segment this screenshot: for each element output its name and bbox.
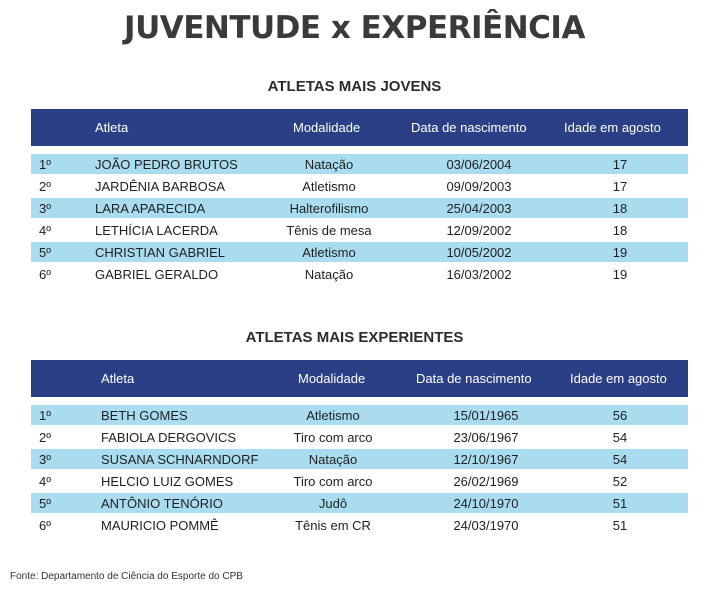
athlete-cell: LETHÍCIA LACERDA — [95, 223, 218, 238]
rank-cell: 2º — [39, 430, 51, 445]
sport-cell: Atletismo — [302, 179, 356, 194]
sport-cell: Tênis em CR — [295, 518, 371, 533]
birth-date-cell: 09/09/2003 — [446, 179, 512, 194]
athlete-cell: FABIOLA DERGOVICS — [101, 430, 237, 445]
sport-cell: Tiro com arco — [293, 430, 373, 445]
age-cell: 52 — [612, 474, 628, 489]
table-row — [31, 220, 688, 240]
page-title: JUVENTUDE x EXPERIÊNCIA — [124, 10, 585, 46]
young-table — [31, 109, 688, 286]
table-row — [31, 242, 688, 262]
athlete-cell: LARA APARECIDA — [95, 201, 206, 216]
rank-cell: 6º — [39, 267, 51, 282]
athlete-cell: GABRIEL GERALDO — [95, 267, 219, 282]
table-row — [31, 493, 688, 513]
rank-cell: 5º — [39, 245, 51, 260]
athlete-cell: JOÃO PEDRO BRUTOS — [95, 157, 238, 172]
table-row — [31, 176, 688, 196]
table-row — [31, 471, 688, 491]
experienced-table — [31, 360, 688, 537]
sport-cell: Natação — [308, 452, 358, 467]
rank-cell: 4º — [39, 474, 51, 489]
rank-cell: 3º — [39, 201, 51, 216]
sport-cell: Tênis de mesa — [286, 223, 372, 238]
table-row — [31, 264, 688, 284]
experienced-table-body — [31, 405, 688, 535]
athlete-cell: CHRISTIAN GABRIEL — [95, 245, 226, 260]
birth-date-cell: 16/03/2002 — [446, 267, 512, 282]
age-cell: 56 — [612, 408, 628, 423]
birth-date-cell: 23/06/1967 — [453, 430, 519, 445]
rank-cell: 6º — [39, 518, 51, 533]
rank-cell: 3º — [39, 452, 51, 467]
experienced-table-header — [31, 360, 688, 397]
athlete-cell: ANTÔNIO TENÓRIO — [101, 496, 223, 511]
age-cell: 19 — [612, 267, 628, 282]
table-row — [31, 198, 688, 218]
athlete-cell: BETH GOMES — [101, 408, 188, 423]
age-cell: 54 — [612, 452, 628, 467]
age-cell: 51 — [612, 518, 628, 533]
rank-cell: 1º — [39, 408, 51, 423]
young-table-header — [31, 109, 688, 146]
age-cell: 51 — [612, 496, 628, 511]
age-cell: 18 — [612, 201, 628, 216]
header-birth: Data de nascimento — [416, 371, 532, 386]
rank-cell: 1º — [39, 157, 51, 172]
header-athlete: Atleta — [95, 120, 129, 135]
table-row — [31, 449, 688, 469]
header-age: Idade em agosto — [570, 371, 667, 386]
table-row — [31, 427, 688, 447]
source-footer: Fonte: Departamento de Ciência do Esporte do CPB — [10, 571, 243, 582]
athlete-cell: HELCIO LUIZ GOMES — [101, 474, 234, 489]
table-row — [31, 405, 688, 425]
age-cell: 19 — [612, 245, 628, 260]
header-sport: Modalidade — [293, 120, 361, 135]
sport-cell: Atletismo — [302, 245, 356, 260]
sport-cell: Atletismo — [306, 408, 360, 423]
birth-date-cell: 24/03/1970 — [453, 518, 519, 533]
experienced-section-title: ATLETAS MAIS EXPERIENTES — [245, 329, 464, 346]
birth-date-cell: 26/02/1969 — [453, 474, 519, 489]
athlete-cell: SUSANA SCHNARNDORF — [101, 452, 259, 467]
birth-date-cell: 03/06/2004 — [446, 157, 512, 172]
age-cell: 17 — [612, 179, 628, 194]
athlete-cell: JARDÊNIA BARBOSA — [95, 179, 226, 194]
age-cell: 18 — [612, 223, 628, 238]
young-table-body — [31, 154, 688, 284]
sport-cell: Natação — [304, 157, 354, 172]
sport-cell: Tiro com arco — [293, 474, 373, 489]
sport-cell: Judô — [318, 496, 348, 511]
birth-date-cell: 25/04/2003 — [446, 201, 512, 216]
header-athlete: Atleta — [101, 371, 135, 386]
birth-date-cell: 12/09/2002 — [446, 223, 512, 238]
young-section-title: ATLETAS MAIS JOVENS — [267, 78, 442, 95]
header-birth: Data de nascimento — [411, 120, 527, 135]
table-row — [31, 154, 688, 174]
rank-cell: 4º — [39, 223, 51, 238]
birth-date-cell: 15/01/1965 — [453, 408, 519, 423]
rank-cell: 5º — [39, 496, 51, 511]
header-age: Idade em agosto — [564, 120, 661, 135]
rank-cell: 2º — [39, 179, 51, 194]
birth-date-cell: 10/05/2002 — [446, 245, 512, 260]
sport-cell: Halterofilismo — [289, 201, 369, 216]
age-cell: 17 — [612, 157, 628, 172]
table-row — [31, 515, 688, 535]
sport-cell: Natação — [304, 267, 354, 282]
birth-date-cell: 12/10/1967 — [453, 452, 519, 467]
athlete-cell: MAURICIO POMMÊ — [101, 518, 219, 533]
birth-date-cell: 24/10/1970 — [453, 496, 519, 511]
header-sport: Modalidade — [298, 371, 366, 386]
age-cell: 54 — [612, 430, 628, 445]
